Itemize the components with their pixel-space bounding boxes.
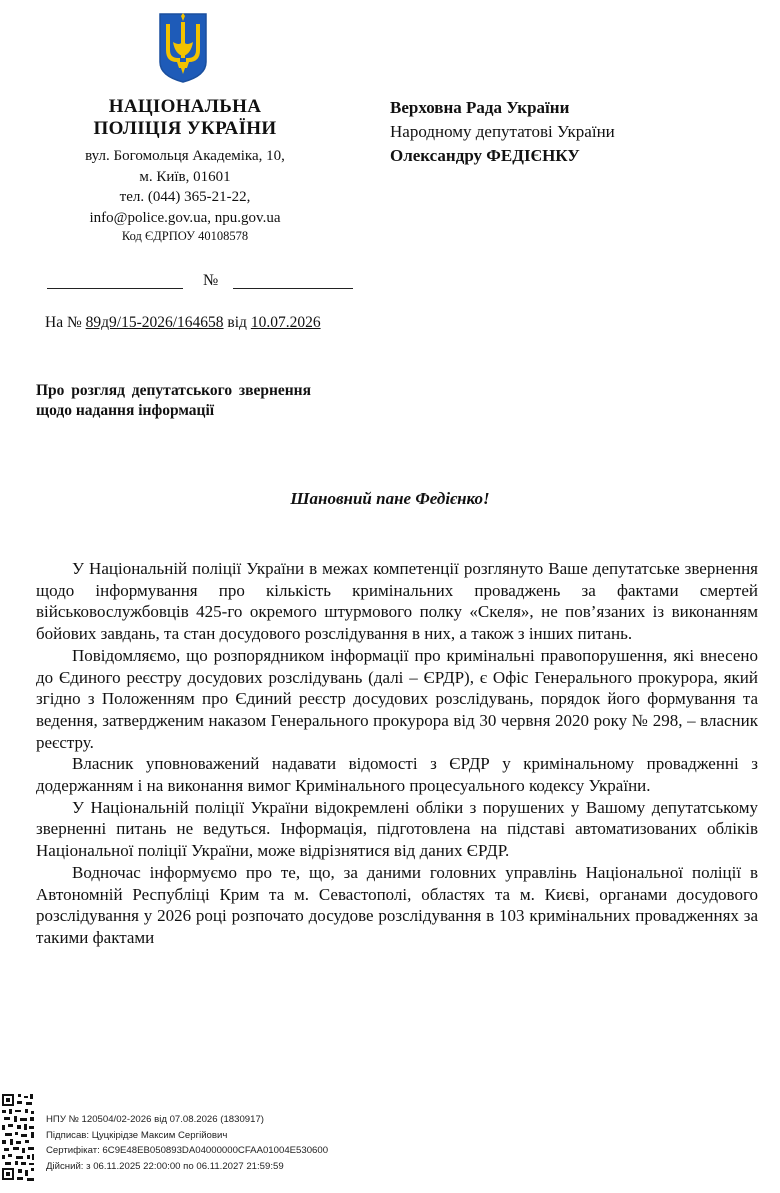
reference-from: від [227,314,247,331]
reference-date: 10.07.2026 [250,314,321,331]
body-paragraph: Повідомляємо, що розпорядником інформації про кримінальні правопорушення, які внесено до Єдиного реєстру досудових розслідувань (далі – ЄРДР), є Офіс Генерального прокурора, який згідно з Положенням про Єдиний реєстр досудових розслідувань, порядок його формування та ведення, затвердженим наказом Генерального прокурора від 30 червня 2020 року № 298, – власник реєстру. [36,645,758,752]
qr-code [0,1092,36,1184]
signature-registration: НПУ № 120504/02-2026 від 07.08.2026 (1830917) [46,1114,265,1125]
reference-prefix: На № [45,314,82,331]
recipient-organization: Верховна Рада України [390,98,570,117]
sender-phone: тел. (044) 365-21-22, [119,189,251,205]
body-paragraph: Власник уповноважений надавати відомості з ЄРДР у кримінальному провадженні з додержанням і на виконання вимог Кримінального процесуального кодексу України. [36,754,758,796]
sender-block [40,96,330,244]
letter-body [36,558,758,949]
body-paragraph: У Національній поліції України відокремлені обліки з порушених у Вашому депутатському зверненні питань не ведуться. Інформація, підготовлена на підставі автоматизованих обліків Національної поліції України, може відрізнятися від даних ЄРДР. [36,797,758,861]
recipient-block [390,96,760,168]
coat-of-arms-icon [158,12,208,84]
sender-name-line1: НАЦІОНАЛЬНА [108,96,262,117]
sender-name-line2: ПОЛІЦІЯ УКРАЇНИ [93,118,277,139]
registration-line [47,272,357,292]
electronic-signature-block [46,1112,328,1174]
letter-subject: Про розгляд депутатського звернення щодо надання інформації [36,382,311,419]
signature-signer: Підписав: Цуцкірідзе Максим Сергійович [46,1129,228,1141]
registration-number-sign: № [203,272,219,289]
sender-address-city: м. Київ, 01601 [139,168,231,185]
signature-certificate: Сертифікат: 6C9E48EB050893DA04000000CFAA01004E530600 [46,1145,329,1156]
reference-number: 89д9/15-2026/164658 [85,314,224,331]
recipient-title: Народному депутатові України [390,122,615,141]
registration-date-blank [47,272,183,289]
greeting: Шановний пане Федієнко! [290,489,490,508]
reference-line [45,313,321,333]
recipient-name: Олександру ФЕДІЄНКУ [390,146,580,165]
signature-validity: Дійсний: з 06.11.2025 22:00:00 по 06.11.2027 21:59:59 [46,1160,284,1172]
sender-email: info@police.gov.ua, npu.gov.ua [89,209,281,226]
registration-number-blank [233,272,353,289]
body-paragraph: Водночас інформуємо про те, що, за даними головних управлінь Національної поліції в Автономній Республіці Крим та м. Севастополі, областях та м. Києві, органами досудового розслідування у 2026 році розпочато досудове розслідування в 103 кримінальних провадженнях за такими фактами [36,862,758,947]
sender-edrpou-code: Код ЄДРПОУ 40108578 [121,229,249,243]
body-paragraph: У Національній поліції України в межах компетенції розглянуто Ваше депутатське звернення щодо інформування про кількість кримінальних проваджень за фактами смертей військовослужбовців 425-го окремого штурмового полку «Скеля», не пов’язаних із виконанням бойових завдань, та стан досудового розслідування в них, а також з інших питань. [36,559,758,644]
sender-address-street: вул. Богомольця Академіка, 10, [85,148,285,164]
